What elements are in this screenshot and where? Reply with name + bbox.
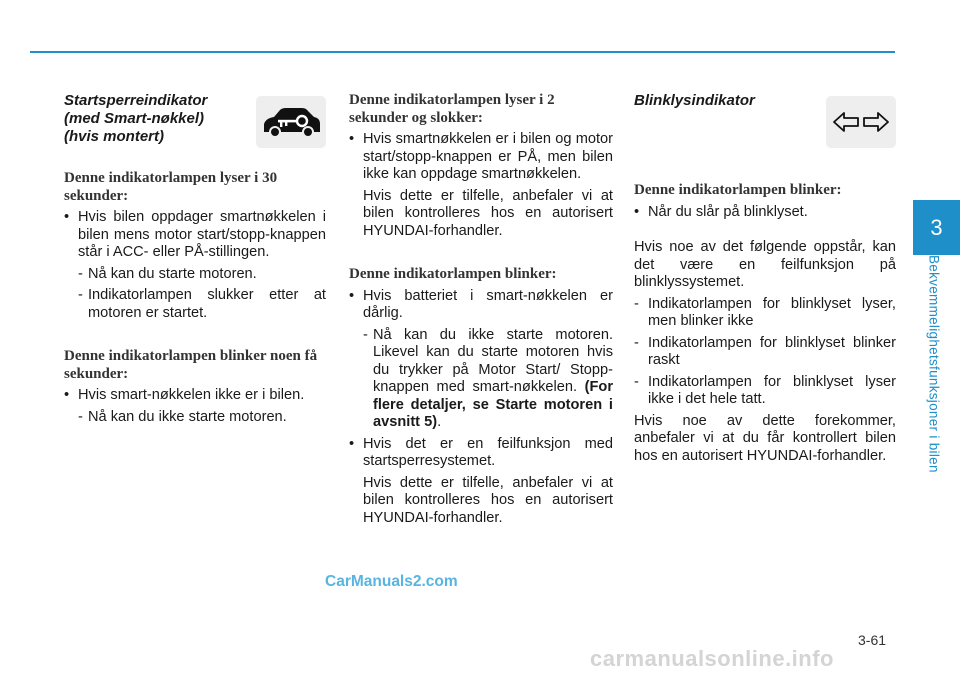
paragraph: Hvis dette er tilfelle, anbefaler vi at bilen kontrolleres hos en autorisert HYUNDAI-forhandler. [363, 474, 613, 526]
cross-reference: (For flere detaljer, se Starte motoren i avsnitt 5) [373, 379, 613, 430]
subheading: Denne indikatorlampen lyser i 30 sekunder: [64, 170, 278, 204]
dash-item: - Nå kan du ikke starte motoren. [78, 408, 287, 425]
section-title-turn-signal: Blinklysindikator [634, 92, 755, 109]
dash-item: - Nå kan du ikke starte motoren. Likevel kan du starte motoren hvis du trykker på Motor Start/ Stopp-knappen med smart-nøkkelen. (For flere detaljer, se Starte motoren i avsnitt 5). [363, 326, 613, 430]
title-line: (hvis montert) [64, 128, 165, 145]
bullet-item: • Hvis batteriet i smart-nøkkelen er dårlig. [349, 288, 613, 323]
bullet-item: • Hvis det er en feilfunksjon med startsperresystemet. [349, 436, 613, 471]
dash-text: Indikatorlampen slukker etter at motoren er startet. [88, 287, 326, 321]
subheading: Denne indikatorlampen blinker: [349, 266, 557, 282]
paragraph: Hvis noe av dette forekommer, anbefaler vi at du får kontrollert bilen hos en autorisert HYUNDAI-forhandler. [634, 412, 896, 464]
dash-text: Nå kan du starte motoren. [88, 265, 257, 282]
dash-item: - Indikatorlampen slukker etter at motoren er startet. [78, 287, 326, 321]
subheading: Denne indikatorlampen lyser i 2 sekunder og slokker: [349, 92, 555, 126]
top-rule [30, 51, 895, 53]
title-line: Startsperreindikator [64, 92, 208, 109]
column-immobilizer-cont [349, 92, 613, 531]
dash-item: - Indikatorlampen for blinklyset lyser, men blinker ikke [634, 295, 896, 329]
bullet-item: • Hvis smartnøkkelen er i bilen og motor start/stopp-knappen er PÅ, men bilen ikke kan oppdage smartnøkkelen. [349, 131, 613, 184]
subheading: Denne indikatorlampen blinker: [634, 182, 842, 198]
title-line: (med Smart-nøkkel) [64, 110, 205, 127]
dash-text: Nå kan du ikke starte motoren. Likevel kan du starte motoren hvis du trykker på Motor Start/ Stopp-knappen med smart-nøkkelen. [373, 326, 613, 395]
dash-text: Nå kan du ikke starte motoren. [88, 408, 287, 425]
watermark-bottom[interactable]: carmanualsonline.info [590, 646, 834, 671]
bullet-item: • Hvis smart-nøkkelen ikke er i bilen. [64, 387, 326, 405]
subheading: Denne indikatorlampen blinker noen få sekunder: [64, 348, 318, 382]
dash-text: Indikatorlampen for blinklyset blinker raskt [648, 334, 896, 368]
dash-text: Indikatorlampen for blinklyset lyser, men blinker ikke [648, 295, 896, 329]
watermark-top[interactable]: CarManuals2.com [325, 573, 458, 590]
chapter-title: Bekvemmelighetsfunksjoner i bilen [926, 255, 942, 473]
chapter-number-tab: 3 [913, 200, 960, 255]
dash-item: - Indikatorlampen for blinklyset blinker raskt [634, 334, 896, 368]
dash-item: - Indikatorlampen for blinklyset lyser ikke i det hele tatt. [634, 373, 896, 407]
page-number: 3-61 [858, 632, 887, 648]
smart-key-car-icon [256, 96, 326, 148]
paragraph: Hvis noe av det følgende oppstår, kan det være en feilfunksjon på blinklyssystemet. [634, 239, 896, 290]
dash-item: - Nå kan du starte motoren. [78, 265, 257, 282]
bullet-item: • Når du slår på blinklyset. [634, 204, 896, 222]
dash-text: Indikatorlampen for blinklyset lyser ikke i det hele tatt. [648, 373, 896, 407]
bullet-item: • Hvis bilen oppdager smartnøkkelen i bilen mens motor start/stopp-knappen står i ACC- eller PÅ-stillingen. [64, 209, 326, 262]
paragraph: Hvis dette er tilfelle, anbefaler vi at bilen kontrolleres hos en autorisert HYUNDAI-forhandler. [363, 187, 613, 239]
turn-signal-arrows-icon [826, 96, 896, 148]
dash-end: . [437, 414, 442, 430]
